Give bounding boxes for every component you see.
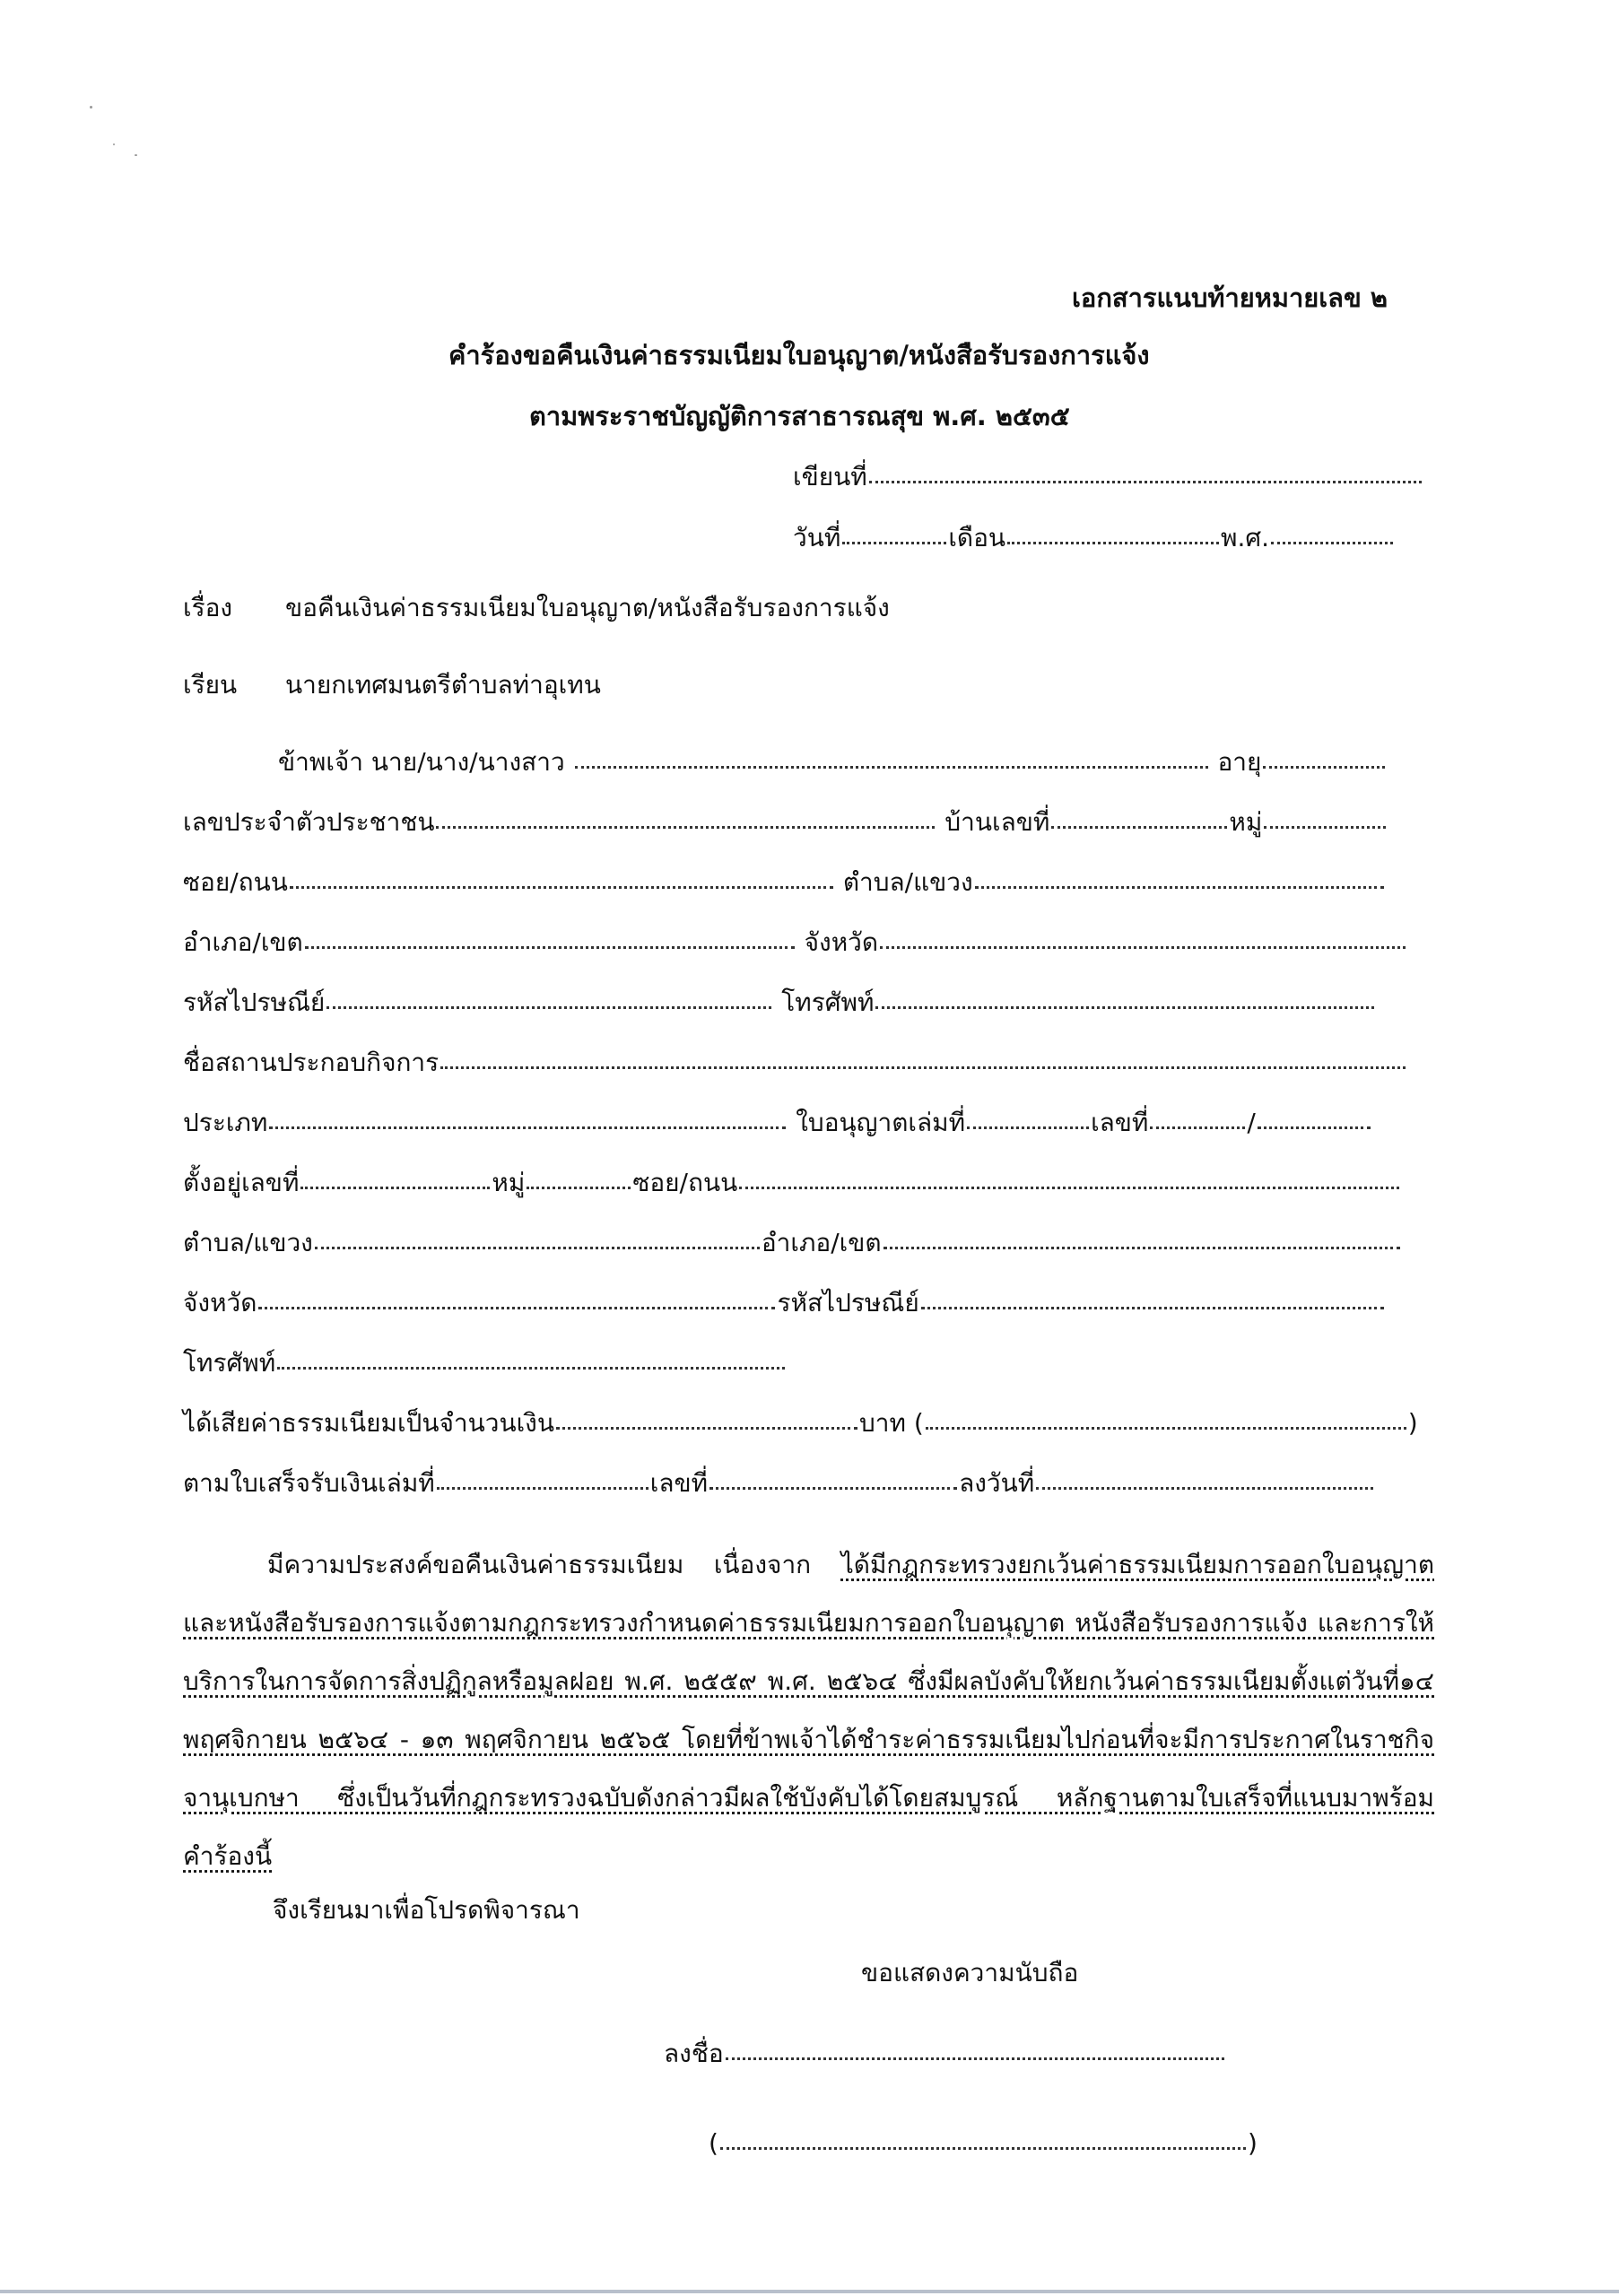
written-at-field[interactable]: [867, 460, 1423, 485]
license-slash: /: [1247, 1108, 1256, 1137]
type-label: ประเภท: [183, 1108, 268, 1137]
postcode-field[interactable]: [325, 986, 773, 1011]
location-tambon-row: [183, 1225, 1402, 1261]
sign-row: [664, 2036, 1226, 2072]
moo-field[interactable]: [1262, 805, 1388, 831]
applicant-name-field[interactable]: [573, 745, 1210, 770]
house-no-field[interactable]: [1049, 805, 1229, 831]
id-row: [183, 804, 1388, 840]
fee-row: [183, 1405, 1418, 1441]
location-tambon-label: ตำบล/แขวง: [183, 1228, 313, 1257]
addressee-label: เรียน: [183, 670, 238, 700]
fee-label: ได้เสียค่าธรรมเนียมเป็นจำนวนเงิน: [183, 1408, 554, 1438]
tambon-field[interactable]: [973, 865, 1386, 891]
receipt-book-label: ตามใบเสร็จรับเงินเล่มที่: [183, 1468, 435, 1498]
type-field[interactable]: [267, 1106, 788, 1131]
license-year-field[interactable]: [1256, 1106, 1372, 1131]
soi-label: ซอย/ถนน: [183, 867, 288, 897]
closing-text: จึงเรียนมาเพื่อโปรดพิจารณา: [273, 1895, 580, 1925]
name-open-paren: (: [709, 2128, 718, 2158]
scan-edge-line: [0, 2290, 1619, 2293]
location-amphoe-label: อำเภอ/เขต: [761, 1228, 882, 1257]
tambon-label: ตำบล/แขวง: [842, 867, 973, 897]
applicant-label: ข้าพเจ้า นาย/นาง/นางสาว: [278, 747, 565, 777]
location-soi-label: ซอย/ถนน: [632, 1168, 738, 1197]
reason-paragraph: [183, 1535, 1434, 1885]
scan-speck: [113, 144, 115, 145]
form-title-line2: ตามพระราชบัญญัติการสาธารณสุข พ.ศ. ๒๕๓๕: [529, 401, 1070, 431]
location-moo-field[interactable]: [525, 1166, 632, 1191]
amphoe-label: อำเภอ/เขต: [183, 927, 303, 957]
year-field[interactable]: [1269, 521, 1395, 546]
fee-words-field[interactable]: [924, 1406, 1408, 1431]
name-close-paren: ): [1247, 2128, 1258, 2158]
form-title-line1: คำร้องขอคืนเงินค่าธรรมเนียมใบอนุญาต/หนังสือรับรองการแจ้ง: [448, 340, 1150, 370]
regards-text: ขอแสดงความนับถือ: [861, 1958, 1079, 1987]
business-field[interactable]: [439, 1046, 1407, 1071]
location-postcode-label: รหัสไปรษณีย์: [777, 1288, 919, 1318]
fee-amount-field[interactable]: [554, 1406, 859, 1431]
postcode-row: [183, 985, 1376, 1021]
location-postcode-field[interactable]: [919, 1286, 1386, 1311]
printed-name-field[interactable]: [718, 2126, 1248, 2152]
baht-label: บาท (: [858, 1408, 924, 1438]
license-book-label: ใบอนุญาตเล่มที่: [796, 1108, 966, 1137]
located-no-label: ตั้งอยู่เลขที่: [183, 1168, 300, 1197]
license-book-field[interactable]: [965, 1106, 1091, 1131]
phone-field[interactable]: [874, 986, 1376, 1011]
scan-speck: [90, 106, 92, 109]
reason-intro: มีความประสงค์ขอคืนเงินค่าธรรมเนียม เนื่องจาก: [267, 1550, 812, 1579]
name-print-row: [709, 2126, 1258, 2161]
applicant-row: [278, 744, 1387, 780]
receipt-book-field[interactable]: [435, 1466, 650, 1492]
soi-row: [183, 865, 1386, 900]
moo-label: หมู่: [1229, 807, 1263, 837]
license-number-label: เลขที่: [1091, 1108, 1149, 1137]
sign-label: ลงชื่อ: [664, 2039, 724, 2068]
age-field[interactable]: [1261, 745, 1387, 770]
receipt-number-field[interactable]: [708, 1466, 959, 1492]
location-province-field[interactable]: [257, 1286, 777, 1311]
phone-label: โทรศัพท์: [781, 987, 875, 1017]
written-at-row: [793, 459, 1423, 495]
province-label: จังหวัด: [804, 927, 879, 957]
written-at-label: เขียนที่: [793, 462, 867, 491]
location-phone-row: [183, 1345, 787, 1381]
date-row: [793, 520, 1395, 556]
id-label: เลขประจำตัวประชาชน: [183, 807, 435, 837]
amphoe-row: [183, 925, 1407, 961]
signature-field[interactable]: [724, 2037, 1226, 2062]
amphoe-field[interactable]: [303, 926, 796, 951]
receipt-date-field[interactable]: [1034, 1466, 1375, 1492]
fee-close-paren: ): [1407, 1408, 1418, 1438]
id-field[interactable]: [434, 805, 936, 831]
located-no-field[interactable]: [299, 1166, 492, 1191]
location-amphoe-field[interactable]: [882, 1226, 1402, 1251]
location-soi-field[interactable]: [737, 1166, 1401, 1191]
subject-label: เรื่อง: [183, 593, 233, 622]
business-label: ชื่อสถานประกอบกิจการ: [183, 1048, 440, 1077]
soi-field[interactable]: [288, 865, 835, 891]
receipt-row: [183, 1465, 1375, 1501]
day-field[interactable]: [840, 521, 948, 546]
scan-speck: [135, 154, 137, 156]
attachment-label: เอกสารแนบท้ายหมายเลข ๒: [1072, 283, 1388, 313]
house-no-label: บ้านเลขที่: [944, 807, 1050, 837]
location-phone-label: โทรศัพท์: [183, 1348, 276, 1378]
business-row: [183, 1045, 1407, 1081]
location-province-label: จังหวัด: [183, 1288, 257, 1318]
subject-text: ขอคืนเงินค่าธรรมเนียมใบอนุญาต/หนังสือรับรองการแจ้ง: [285, 593, 890, 622]
location-phone-field[interactable]: [275, 1346, 787, 1371]
age-label: อายุ: [1217, 747, 1262, 777]
postcode-label: รหัสไปรษณีย์: [183, 987, 326, 1017]
reason-text: ได้มีกฎกระทรวงยกเว้นค่าธรรมเนียมการออกใบอนุญาต และหนังสือรับรองการแจ้งตามกฎกระทรวงกำหนดค่าธรรมเนียมการออกใบอนุญาต หนังสือรับรองการแจ้ง และการให้บริการในการจัดการสิ่งปฏิกูลหรือมูลฝอย พ.ศ. ๒๕๕๙ พ.ศ. ๒๕๖๔ ซึ่งมีผลบังคับให้ยกเว้นค่าธรรมเนียมตั้งแต่วันที่๑๔ พฤศจิกายน ๒๕๖๔ - ๑๓ พฤศจิกายน ๒๕๖๕ โดยที่ข้าพเจ้าได้ชำระค่าธรรมเนียมไปก่อนที่จะมีการประกาศในราชกิจจานุเบกษา ซึ่งเป็นวันที่กฎกระทรวงฉบับดังกล่าวมีผลใช้บังคับได้โดยสมบูรณ์ หลักฐานตามใบเสร็จที่แนบมาพร้อมคำร้องนี้: [183, 1550, 1435, 1871]
location-province-row: [183, 1285, 1386, 1321]
addressee-text: นายกเทศมนตรีตำบลท่าอุเทน: [285, 670, 601, 700]
location-tambon-field[interactable]: [313, 1226, 762, 1251]
location-moo-label: หมู่: [492, 1168, 526, 1197]
year-label: พ.ศ.: [1221, 523, 1270, 552]
month-field[interactable]: [1005, 521, 1221, 546]
receipt-number-label: เลขที่: [649, 1468, 709, 1498]
province-field[interactable]: [878, 926, 1407, 951]
location-row: [183, 1165, 1401, 1201]
date-label: วันที่: [793, 523, 841, 552]
month-label: เดือน: [948, 523, 1006, 552]
license-number-field[interactable]: [1148, 1106, 1247, 1131]
receipt-date-label: ลงวันที่: [959, 1468, 1035, 1498]
type-row: [183, 1105, 1372, 1141]
